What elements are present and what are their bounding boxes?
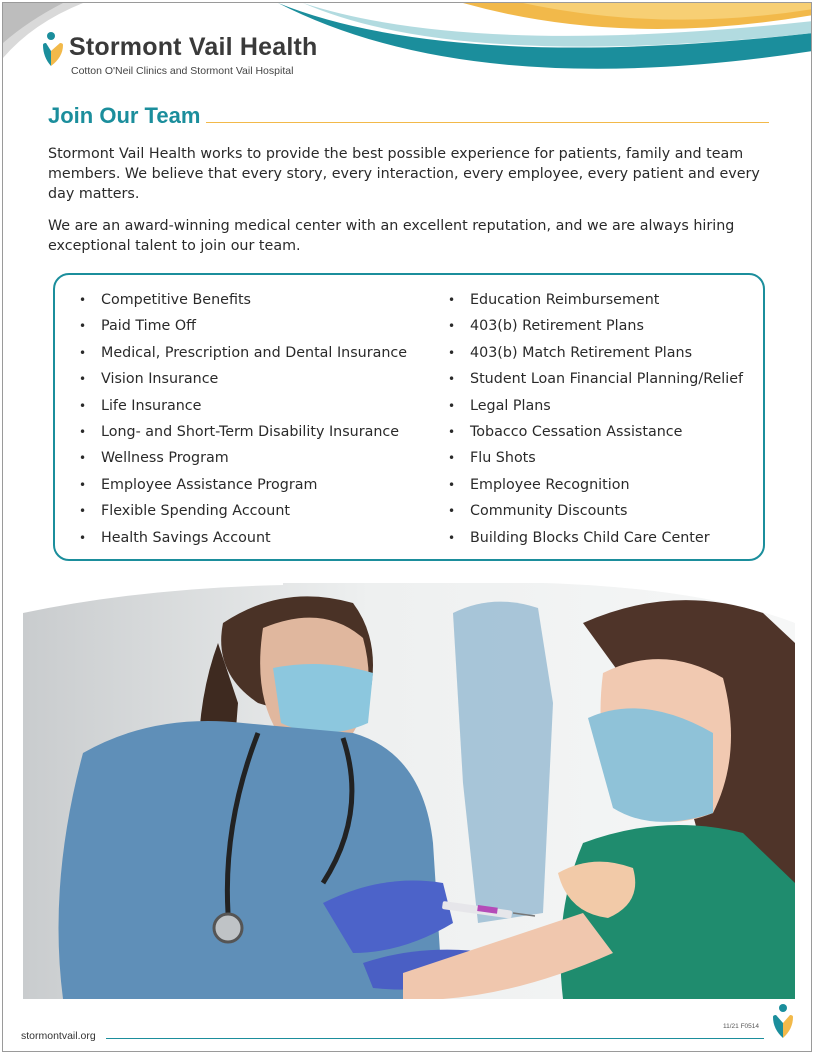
footer-divider (106, 1038, 764, 1039)
footer-url[interactable]: stormontvail.org (21, 1030, 96, 1042)
list-item: • Tobacco Cessation Assistance (448, 423, 683, 440)
list-item: • Flexible Spending Account (79, 503, 291, 520)
list-item: • 403(b) Match Retirement Plans (448, 344, 693, 361)
list-item: • Wellness Program (79, 450, 229, 467)
list-item: • Legal Plans (448, 397, 551, 414)
document-code: 11/21 F0514 (723, 1023, 760, 1030)
list-item: • Vision Insurance (79, 371, 219, 388)
flyer-page (2, 2, 812, 1052)
list-item: • Medical, Prescription and Dental Insurance (79, 344, 408, 361)
stormont-vail-logo-icon (41, 31, 65, 67)
list-item: • Employee Assistance Program (79, 476, 318, 493)
list-item: • Flu Shots (448, 450, 536, 467)
list-item: • Life Insurance (79, 397, 202, 414)
section-title: Join Our Team (48, 103, 201, 128)
brand-name: Stormont Vail Health (69, 33, 318, 61)
list-item: • Competitive Benefits (79, 292, 252, 308)
list-item: • Community Discounts (448, 503, 628, 520)
benefits-box (53, 273, 765, 561)
list-item: • 403(b) Retirement Plans (448, 318, 644, 335)
list-item: • Education Reimbursement (448, 292, 660, 308)
list-item: • Paid Time Off (79, 318, 196, 335)
title-divider (206, 122, 769, 123)
intro-paragraph-1: Stormont Vail Health works to provide the best possible experience for patients, family and team members. We believe that every story, every interaction, every employee, every patient and every day matters. (48, 146, 760, 202)
stormont-vail-logo-icon (771, 1003, 795, 1039)
intro-paragraph-2: We are an award-winning medical center with an excellent reputation, and we are always hiring exceptional talent to join our team. (48, 218, 735, 254)
benefits-list-right (446, 287, 743, 551)
list-item: • Building Blocks Child Care Center (448, 529, 710, 546)
list-item: • Employee Recognition (448, 476, 630, 493)
list-item: • Long- and Short-Term Disability Insurance (79, 423, 400, 440)
brand-subtitle: Cotton O'Neil Clinics and Stormont Vail Hospital (71, 65, 294, 77)
list-item: • Health Savings Account (79, 529, 271, 546)
list-item: • Student Loan Financial Planning/Relief (448, 371, 744, 388)
benefits-list-left (77, 287, 407, 551)
vaccination-photo (23, 583, 795, 999)
